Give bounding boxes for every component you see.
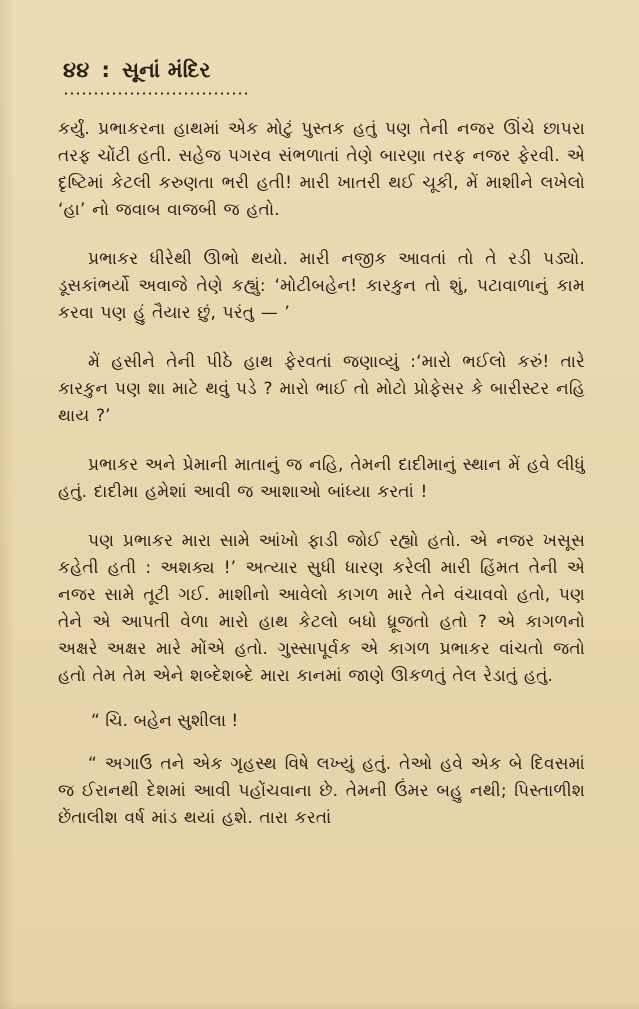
paragraph-3: મેં હસીને તેની પીઠે હાથ ફેરવતાં જણાવ્યું :‘મારો ભઈલો કરું! તારે કારકુન પણ શા માટે થવું પડે ? મારો ભાઈ તો મોટો પ્રોફેસર કે બારીસ્ટર નહિ થાય ?’ [58,352,585,426]
letter-salutation: “ ચિ. બહેન સુશીલા ! [91,711,239,731]
page-header [63,56,273,95]
paragraph-2: પ્રભાકર ધીરેથી ઊભો થયો. મારી નજીક આવતાં તો તે રડી પડ્યો. ડૂસકાંભર્યો અવાજે તેણે કહ્યું: ‘મોટીબહેન! કારકુન તો શું, પટાવાળાનું કામ કરવા પણ હું તૈયાર છું, પરંતુ — ’ [58,249,585,323]
page-bottom-shadow [0,999,639,1009]
page-number: ૪૪ [63,58,90,82]
letter-paragraph: “ અગાઉ તને એક ગૃહસ્થ વિષે લખ્યું હતું. તેઓ હવે એક બે દિવસમાં જ ઈરાનથી દેશમાં આવી પહોંચવાના છે. તેમની ઉંમર બહુ નથી; પિસ્તાળીશ છેંતાલીશ વર્ષ માંડ થયાં હશે. તારા કરતાં [58,754,585,828]
page-edge-shadow [0,0,14,1009]
paragraph-4: પ્રભાકર અને પ્રેમાની માતાનું જ નહિ, તેમની દાદીમાનું સ્થાન મેં હવે લીધું હતું. દાદીમા હમેશાં આવી જ આશાઓ બાંધ્યા કરતાં ! [58,455,585,502]
header-line [63,56,273,84]
page-content [58,116,585,854]
book-title: સૂનાં મંદિર [122,58,211,82]
paragraph-5: પણ પ્રભાકર મારા સામે આંખો ફાડી જોઈ રહ્યો હતો. એ નજર ખસૂસ કહેતી હતી : અશક્ય !’ અત્યાર સુધી ધારણ કરેલી મારી હિંમત તેની એ નજર સામે તૂટી ગઈ. માશીનો આવેલો કાગળ મારે તેને વંચાવવો હતો, પણ તેને એ આપતી વેળા મારો હાથ કેટલો બધો ધ્રૂજતો હતો ? એ કાગળનો અક્ષરે અક્ષર મારે મોંએ હતો. ગુસ્સાપૂર્વક એ કાગળ પ્રભાકર વાંચતો જતો હતો તેમ તેમ એને શબ્દેશબ્દે મારા કાનમાં જાણે ઊકળતું તેલ રેડાતું હતું. [58,531,585,686]
header-dotted-rule [63,92,248,95]
header-separator: : [101,58,111,82]
paragraph-1: કર્યું. પ્રભાકરના હાથમાં એક મોટું પુસ્તક હતું પણ તેની નજર ઊંચે છાપરા તરફ ચોંટી હતી. સહેજ પગરવ સંભળાતાં તેણે બારણા તરફ નજર ફેરવી. એ દૃષ્ટિમાં કેટલી કરુણતા ભરી હતી! મારી ખાતરી થઈ ચૂકી, મેં માશીને લખેલો ‘હા’ નો જવાબ વાજબી જ હતો. [58,119,585,220]
